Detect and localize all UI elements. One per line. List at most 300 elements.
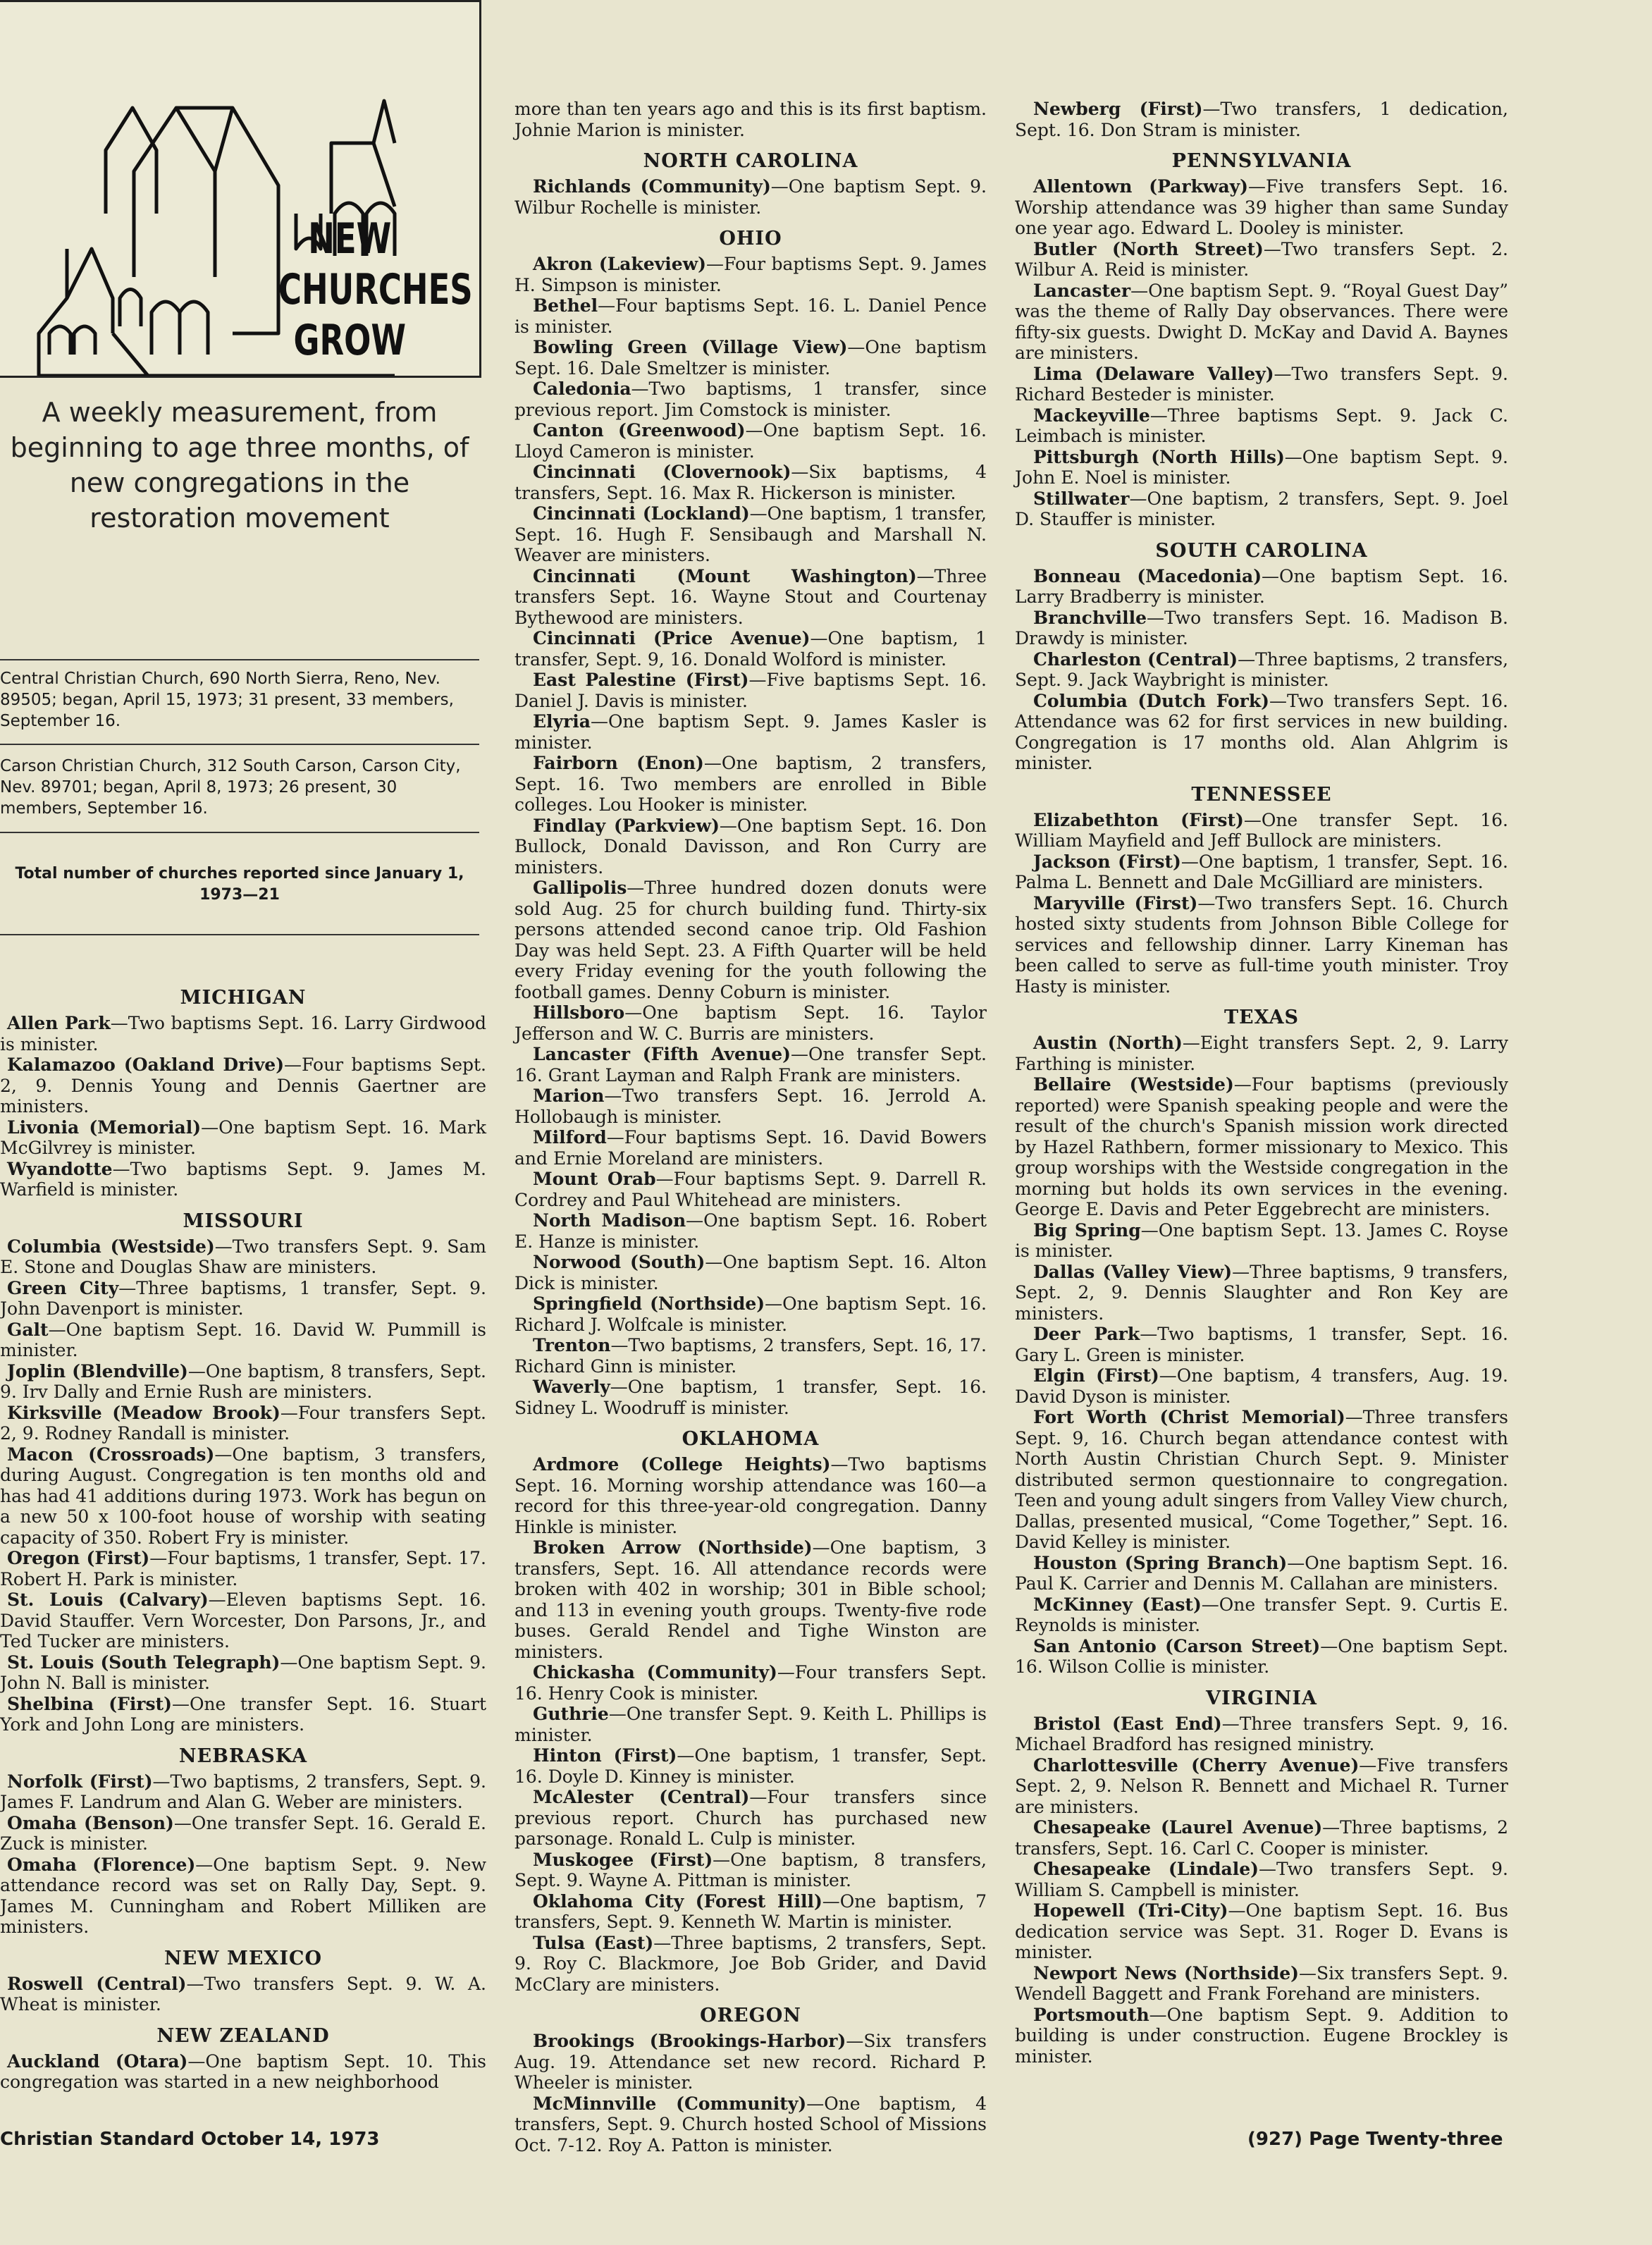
dash: — xyxy=(1149,2004,1167,2025)
dash: — xyxy=(777,1662,795,1683)
entry-text: Three baptisms Sept. 9. Jack C. Leimbach is minister. xyxy=(1015,405,1508,446)
church-entry xyxy=(0,2051,486,2093)
entry-text: Two transfers Sept. 2. Wilbur A. Reid is minister. xyxy=(1015,238,1508,280)
dash: — xyxy=(173,1812,192,1833)
entry-text: Two baptisms, 1 transfer, since previous report. Jim Comstock is minister. xyxy=(514,379,987,420)
church-entry xyxy=(1015,1220,1508,1262)
church-entry xyxy=(1015,239,1508,281)
entry-text: One baptism Sept. 16. Paul K. Carrier and Dennis M. Callahan are ministers. xyxy=(1015,1552,1508,1594)
dash: — xyxy=(770,176,789,197)
dash: — xyxy=(749,503,768,524)
entry-text: Four baptisms Sept. 9. Darrell R. Cordrey and Paul Whitehead are ministers. xyxy=(514,1169,987,1210)
dash: — xyxy=(1243,809,1262,830)
entry-text: One baptism, 8 transfers, Sept. 9. Wayne A. Pittman is minister. xyxy=(514,1849,987,1890)
church-name: Shelbina (First) xyxy=(7,1693,172,1714)
church-entry xyxy=(514,1044,987,1085)
dash: — xyxy=(703,753,722,773)
church-entry xyxy=(1015,2005,1508,2067)
dash: — xyxy=(653,1932,672,1953)
church-entry xyxy=(1015,281,1508,364)
entry-text: Three baptisms, 9 transfers, Sept. 2, 9. Dennis Slaughter and Ron Key are ministers. xyxy=(1015,1261,1509,1324)
church-entry xyxy=(1015,893,1508,997)
entry-text: One baptism, 8 transfers, Sept. 9. Irv Dally and Ernie Rush are ministers. xyxy=(0,1360,487,1402)
church-entry xyxy=(514,1377,987,1418)
dash: — xyxy=(765,1293,783,1314)
church-entry xyxy=(514,711,987,753)
dash: — xyxy=(610,1377,628,1397)
dash: — xyxy=(280,1652,298,1673)
footer-left: Christian Standard October 14, 1973 xyxy=(0,2129,380,2150)
church-name: Livonia (Memorial) xyxy=(7,1117,202,1138)
entry-text: One baptism Sept. 16. David W. Pummill is minister. xyxy=(0,1319,486,1360)
church-entry xyxy=(0,1855,486,1938)
dash: — xyxy=(1140,1324,1158,1344)
church-entry xyxy=(1015,1553,1508,1594)
dash: — xyxy=(284,1054,302,1075)
entry-text: One baptism Sept. 9. Addition to building is under construction. Eugene Brockley is minister. xyxy=(1015,2004,1508,2067)
total-count: Total number of churches reported since January 1, 1973—21 xyxy=(15,865,464,904)
entry-text: One baptism, 1 transfer, Sept. 16. Hugh F. Sensibaugh and Marshall N. Weaver are ministers. xyxy=(514,503,987,565)
dash: — xyxy=(713,1849,731,1870)
church-entry xyxy=(0,1320,486,1361)
church-entry xyxy=(1015,488,1508,530)
entry-text: One baptism, 2 transfers, Sept. 9. Joel D. Stauffer is minister. xyxy=(1015,488,1508,529)
church-name: Cincinnati (Lockland) xyxy=(533,503,750,524)
church-entry xyxy=(1015,608,1508,649)
entry-text: One baptism Sept. 9. John E. Noel is minister. xyxy=(1015,446,1508,488)
church-entry xyxy=(1015,1900,1508,1963)
dash: — xyxy=(847,337,865,357)
dash: — xyxy=(186,1973,204,1994)
church-entry xyxy=(514,816,987,878)
entry-text: One baptism, 1 transfer, Sept. 9, 16. Donald Wolford is minister. xyxy=(514,628,987,670)
entry-text: Two transfers Sept. 9. Richard Besteder is minister. xyxy=(1015,363,1508,405)
logo-title-line: CHURCHES xyxy=(278,265,473,314)
entry-text: Five transfers Sept. 2, 9. Nelson R. Bennett and Michael R. Turner are ministers. xyxy=(1015,1754,1508,1817)
church-name: Bonneau (Macedonia) xyxy=(1033,565,1262,586)
dash: — xyxy=(686,1210,704,1231)
church-name: North Madison xyxy=(533,1210,686,1231)
church-name: Trenton xyxy=(533,1335,611,1355)
dash: — xyxy=(705,1252,723,1272)
state-heading: MICHIGAN xyxy=(180,987,307,1009)
entry-text: One baptism, 1 transfer, Sept. 16. Doyle D. Kinney is minister. xyxy=(514,1745,987,1787)
church-entry xyxy=(1015,364,1508,405)
church-entry xyxy=(1015,1714,1508,1755)
church-name: Norfolk (First) xyxy=(7,1771,153,1792)
church-name: Joplin (Blendville) xyxy=(7,1360,188,1382)
entry-text: One transfer Sept. 16. Gerald E. Zuck is minister. xyxy=(0,1812,486,1854)
church-entry xyxy=(514,1537,987,1662)
state-heading: TEXAS xyxy=(1223,1007,1300,1028)
dash: — xyxy=(1284,446,1302,467)
dash: — xyxy=(187,1360,206,1382)
entry-text: Four baptisms Sept. 16. L. Daniel Pence is minister. xyxy=(514,295,987,337)
dash: — xyxy=(1181,851,1199,872)
column-right xyxy=(1015,99,1508,2067)
dash: — xyxy=(610,1335,629,1355)
church-entry xyxy=(0,1361,486,1403)
church-name: San Antonio (Carson Street) xyxy=(1033,1635,1321,1656)
church-entry xyxy=(514,1933,987,1995)
entry-text: One baptism, 2 transfers, Sept. 16. Two members are enrolled in Bible colleges. Lou Hooker is minister. xyxy=(514,753,987,815)
dash: — xyxy=(149,1548,168,1568)
church-name: Brookings (Brookings-Harbor) xyxy=(533,2031,846,2051)
church-entry xyxy=(0,1236,486,1278)
church-name: St. Louis (Calvary) xyxy=(7,1589,209,1610)
church-entry xyxy=(0,1974,486,2015)
church-name: Deer Park xyxy=(1033,1324,1140,1344)
entry-text: One baptism Sept. 16. Don Bullock, Donald Davisson, and Ron Curry are ministers. xyxy=(514,815,987,878)
dash: — xyxy=(1248,176,1266,197)
church-name: Elyria xyxy=(533,711,591,732)
dash: — xyxy=(1258,1859,1276,1879)
entry-text: One baptism Sept. 10. This congregation was started in a new neighborhood xyxy=(0,2050,486,2092)
logo-title-line: NEW xyxy=(308,214,392,264)
dash: — xyxy=(1233,1074,1252,1095)
state-heading: PENNSYLVANIA xyxy=(1171,150,1352,172)
state-heading: VIRGINIA xyxy=(1206,1687,1317,1709)
dash: — xyxy=(1287,1552,1305,1573)
entry-text: One baptism, 1 transfer, Sept. 16. Palma L. Bennett and Dale McGilliard are ministers. xyxy=(1015,851,1508,892)
church-entry xyxy=(1015,1074,1508,1220)
entry-text: Two baptisms, 2 transfers, Sept. 16, 17. Richard Ginn is minister. xyxy=(514,1335,987,1377)
church-entry xyxy=(0,1054,486,1117)
state-heading: NEW ZEALAND xyxy=(156,2024,330,2047)
church-name: Chesapeake (Laurel Avenue) xyxy=(1033,1817,1323,1838)
dash: — xyxy=(846,2031,864,2051)
dash: — xyxy=(1129,488,1147,509)
dash: — xyxy=(1274,363,1292,384)
entry-text: One baptism Sept. 16. Wilson Collie is minister. xyxy=(1015,1635,1508,1677)
church-name: Lima (Delaware Valley) xyxy=(1033,363,1274,384)
entry-text: Two transfers Sept. 9. W. A. Wheat is minister. xyxy=(0,1973,486,2015)
dash: — xyxy=(631,379,649,399)
logo-title xyxy=(278,214,473,366)
dash: — xyxy=(604,1085,622,1106)
entry-text: Three transfers Sept. 16. Wayne Stout and Courtenay Bythewood are ministers. xyxy=(514,565,987,628)
church-name: Akron (Lakeview) xyxy=(533,254,707,274)
church-entry xyxy=(514,1704,987,1745)
entry-text: Six transfers Aug. 19. Attendance set new record. Richard P. Wheeler is minister. xyxy=(514,2031,987,2093)
entry-text: Eleven baptisms Sept. 16. David Stauffer. Vern Worcester, Don Parsons, Jr., and Ted Tucker are ministers. xyxy=(0,1589,486,1652)
entry-text: Four transfers since previous report. Church has purchased new parsonage. Ronald L. Culp is minister. xyxy=(514,1787,987,1849)
entry-text: Two transfers Sept. 9. William S. Campbell is minister. xyxy=(1015,1859,1508,1900)
church-name: Branchville xyxy=(1033,607,1147,628)
dash: — xyxy=(916,565,935,586)
dash: — xyxy=(280,1402,298,1423)
church-name: Stillwater xyxy=(1033,488,1130,509)
state-heading: OREGON xyxy=(700,2005,801,2026)
church-entry xyxy=(514,2031,987,2093)
column-middle xyxy=(514,99,987,2155)
church-name: Cincinnati (Mount Washington) xyxy=(533,565,917,586)
state-heading: SOUTH CAROLINA xyxy=(1155,539,1368,562)
church-name: Macon (Crossroads) xyxy=(7,1444,215,1465)
tagline: A weekly measurement, from beginning to age three months, of new congregations in the restoration movement xyxy=(10,397,469,534)
church-entry xyxy=(0,1159,486,1200)
church-entry xyxy=(514,503,987,566)
column-left xyxy=(0,987,486,2093)
dash: — xyxy=(830,1454,849,1475)
entry-text: One baptism Sept. 16. Larry Bradberry is minister. xyxy=(1015,565,1509,607)
dash: — xyxy=(1182,1033,1200,1053)
entry-text: One baptism Sept. 16. Richard J. Wolfcale is minister. xyxy=(514,1293,987,1335)
church-entry xyxy=(514,1787,987,1850)
dash: — xyxy=(118,1277,137,1298)
church-entry xyxy=(0,1403,486,1444)
entry-text: One baptism Sept. 9. James Kasler is minister. xyxy=(514,711,987,753)
church-name: Kirksville (Meadow Brook) xyxy=(7,1402,281,1423)
entry-text: One transfer Sept. 16. Grant Layman and Ralph Frank are ministers. xyxy=(514,1044,987,1085)
dash: — xyxy=(598,295,616,316)
church-entry xyxy=(514,462,987,503)
church-name: Bowling Green (Village View) xyxy=(533,337,848,357)
entry-text: Four transfers Sept. 16. Henry Cook is minister. xyxy=(514,1662,987,1704)
church-entry xyxy=(1015,851,1508,893)
dash: — xyxy=(152,1771,171,1792)
entry-text: One baptism Sept. 16. Taylor Jefferson and W. C. Burris are ministers. xyxy=(514,1002,987,1044)
entry-text: One baptism, 4 transfers, Sept. 9. Church hosted School of Missions Oct. 7-12. Roy A. Patton is minister. xyxy=(514,2093,987,2155)
dash: — xyxy=(1197,892,1216,914)
church-name: Galt xyxy=(7,1319,49,1340)
entry-text: Four baptisms Sept. 9. James H. Simpson is minister. xyxy=(514,254,987,295)
dash: — xyxy=(1202,99,1221,119)
divider xyxy=(0,832,479,833)
state-heading: MISSOURI xyxy=(183,1210,304,1232)
church-name: Allen Park xyxy=(7,1013,111,1033)
church-entry xyxy=(1015,810,1508,851)
church-name: Ardmore (College Heights) xyxy=(533,1454,831,1475)
church-name: Elgin (First) xyxy=(1033,1365,1159,1386)
church-entry xyxy=(1015,1262,1508,1324)
entry-text: Two baptisms, 2 transfers, Sept. 9. James F. Landrum and Alan G. Weber are ministers. xyxy=(0,1771,486,1812)
divider xyxy=(0,934,479,935)
church-name: Caledonia xyxy=(533,379,631,399)
dash: — xyxy=(812,1537,830,1558)
church-name: Fairborn (Enon) xyxy=(533,753,704,773)
church-entry xyxy=(0,1771,486,1813)
church-name: Lancaster xyxy=(1033,280,1131,301)
church-name: Oklahoma City (Forest Hill) xyxy=(533,1890,822,1912)
church-entry xyxy=(1015,649,1508,691)
entry-text: Five baptisms Sept. 16. Daniel J. Davis is minister. xyxy=(514,670,987,711)
church-name: Tulsa (East) xyxy=(533,1932,654,1953)
church-name: Kalamazoo (Oakland Drive) xyxy=(7,1054,285,1075)
church-entry xyxy=(1015,1407,1508,1553)
entry-text: One baptism, 3 transfers, Sept. 16. All attendance records were broken with 402 in worship; 301 in Bible school; and 113 in evening youth groups. Twenty-five rode buses. Gerald Rendel and Tighe Winston are ministers. xyxy=(514,1537,987,1662)
church-name: Chickasha (Community) xyxy=(533,1662,777,1683)
entry-text: Four transfers Sept. 2, 9. Rodney Randall is minister. xyxy=(0,1402,486,1444)
dash: — xyxy=(719,815,737,836)
church-name: Broken Arrow (Northside) xyxy=(533,1537,813,1558)
church-name: Houston (Spring Branch) xyxy=(1033,1552,1288,1573)
church-entry xyxy=(1015,1963,1508,2005)
entry-text: Six transfers Sept. 9. Wendell Baggett and Frank Forehand are ministers. xyxy=(1015,1962,1509,2004)
church-name: Bethel xyxy=(533,295,598,316)
church-name: Dallas (Valley View) xyxy=(1033,1261,1233,1282)
church-entry xyxy=(514,1850,987,1891)
entry-text: Four baptisms, 1 transfer, Sept. 17. Robert H. Park is minister. xyxy=(0,1548,486,1589)
entry-text: One baptism, 7 transfers, Sept. 9. Kenneth W. Martin is minister. xyxy=(514,1890,987,1932)
church-name: Pittsburgh (North Hills) xyxy=(1033,446,1285,467)
church-name: Hillsboro xyxy=(533,1002,625,1023)
church-name: Canton (Greenwood) xyxy=(533,420,746,441)
entry-text: One transfer Sept. 9. Keith L. Phillips is minister. xyxy=(514,1704,987,1745)
church-entry xyxy=(0,1013,486,1054)
dash: — xyxy=(201,1117,219,1138)
church-name: Mackeyville xyxy=(1033,405,1150,426)
entry-continuation: more than ten years ago and this is its first baptism. Johnie Marion is minister. xyxy=(514,99,987,140)
church-name: McAlester (Central) xyxy=(533,1787,750,1807)
church-name: Maryville (First) xyxy=(1033,892,1198,914)
church-entry xyxy=(1015,1594,1508,1636)
church-entry xyxy=(1015,1859,1508,1900)
church-name: Butler (North Street) xyxy=(1033,238,1264,259)
dash: — xyxy=(790,1044,808,1064)
state-heading: TENNESSEE xyxy=(1191,783,1332,806)
entry-text: Two baptisms Sept. 16. Morning worship attendance was 160—a record for this three-year-old congregation. Danny Hinkle is minister. xyxy=(514,1454,987,1537)
dash: — xyxy=(48,1319,66,1340)
entry-text: One transfer Sept. 16. Stuart York and John Long are ministers. xyxy=(0,1693,486,1735)
entry-text: One baptism Sept. 16. Alton Dick is minister. xyxy=(514,1252,987,1293)
church-name: Allentown (Parkway) xyxy=(1033,176,1249,197)
church-name: Milford xyxy=(533,1127,607,1148)
church-entry xyxy=(514,176,987,218)
church-entry xyxy=(514,2093,987,2156)
state-heading: NEBRASKA xyxy=(178,1745,308,1767)
dash: — xyxy=(806,2093,825,2114)
dash: — xyxy=(810,628,828,648)
church-entry xyxy=(1015,691,1508,774)
church-name: Columbia (Dutch Fork) xyxy=(1033,690,1270,711)
church-entry xyxy=(514,254,987,295)
church-entry xyxy=(514,1085,987,1127)
entry-text: One transfer Sept. 16. William Mayfield and Jeff Bullock are ministers. xyxy=(1015,809,1508,851)
church-entry xyxy=(514,1210,987,1252)
church-entry xyxy=(514,1891,987,1933)
entry-text: One baptism Sept. 9. John N. Ball is minister. xyxy=(0,1652,486,1693)
dash: — xyxy=(1221,1713,1240,1734)
church-entry xyxy=(514,1127,987,1169)
dash: — xyxy=(822,1890,840,1912)
church-name: Portsmouth xyxy=(1033,2004,1149,2025)
dash: — xyxy=(195,1854,214,1875)
entry-text: One baptism Sept. 9. New attendance record was set on Rally Day, Sept. 9. James M. Cunningham and Robert Milliken are ministers. xyxy=(0,1854,487,1937)
church-entry xyxy=(0,1444,486,1549)
church-entry xyxy=(0,1652,486,1694)
church-name: Springfield (Northside) xyxy=(533,1293,765,1314)
dash: — xyxy=(1228,1900,1246,1921)
new-churches-grow-logo xyxy=(0,0,481,378)
state-heading: NEW MEXICO xyxy=(164,1947,323,1969)
dash: — xyxy=(1238,648,1256,670)
entry-text: Two transfers Sept. 16. Church hosted sixty students from Johnson Bible College for services and fellowship dinner. Larry Kineman has been called to serve as full-time youth minister. Troy Hasty is minister. xyxy=(1015,892,1508,997)
entry-text: Three transfers Sept. 9, 16. Michael Bradford has resigned ministry. xyxy=(1015,1713,1508,1754)
church-entry xyxy=(514,1662,987,1704)
dash: — xyxy=(171,1693,190,1714)
dash: — xyxy=(791,462,809,482)
entry-text: Three baptisms, 2 transfers, Sept. 16. Carl C. Cooper is minister. xyxy=(1015,1817,1508,1859)
church-entry xyxy=(514,878,987,1002)
church-name: Hinton (First) xyxy=(533,1745,677,1766)
entry-text: Two transfers Sept. 16. Attendance was 62 for first services in new building. Congregation is 17 months old. Alan Ahlgrim is minister. xyxy=(1015,690,1508,773)
dash: — xyxy=(1140,1219,1159,1241)
church-entry xyxy=(0,1694,486,1735)
church-entry xyxy=(0,1589,486,1652)
church-name: McKinney (East) xyxy=(1033,1594,1202,1615)
church-name: Bellaire (Westside) xyxy=(1033,1074,1234,1095)
church-listing: Carson Christian Church, 312 South Carson, Carson City, Nev. 89701; began, April 8, 1973; 26 present, 30 members, September 16. xyxy=(0,757,461,818)
church-listing: Central Christian Church, 690 North Sierra, Reno, Nev. 89505; began, April 15, 1973; 31 present, 33 members, September 16. xyxy=(0,670,454,730)
dash: — xyxy=(677,1745,695,1766)
church-entry xyxy=(0,1813,486,1855)
church-name: Austin (North) xyxy=(1033,1033,1183,1053)
church-entry xyxy=(514,379,987,420)
entry-text: One baptism Sept. 16. Lloyd Cameron is minister. xyxy=(514,420,987,462)
entry-text: One transfer Sept. 9. Curtis E. Reynolds is minister. xyxy=(1015,1594,1508,1635)
dash: — xyxy=(110,1013,128,1033)
entry-text: Two baptisms Sept. 16. Larry Girdwood is minister. xyxy=(0,1013,487,1054)
entry-text: Two baptisms Sept. 9. James M. Warfield is minister. xyxy=(0,1158,486,1200)
church-name: East Palestine (First) xyxy=(533,670,749,690)
entry-text: One baptism Sept. 16. Dale Smeltzer is minister. xyxy=(514,337,987,379)
church-name: Norwood (South) xyxy=(533,1252,705,1272)
entry-text: One baptism, 3 transfers, during August. Congregation is ten months old and has had 41 additions during 1973. Work has begun on a new 50 x 100-foot house of worship with seating capacity of 350. Robert Fry is minister. xyxy=(0,1444,486,1548)
entry-text: One baptism Sept. 9. Wilbur Rochelle is minister. xyxy=(514,176,987,218)
church-entry xyxy=(514,628,987,670)
entry-text: One baptism Sept. 9. “Royal Guest Day” was the theme of Rally Day observances. There were fifty-six guests. Dwight D. McKay and David A. Baynes are ministers. xyxy=(1015,280,1508,363)
church-name: Charleston (Central) xyxy=(1033,648,1238,670)
dash: — xyxy=(745,420,763,441)
entry-text: Two transfers Sept. 16. Madison B. Drawdy is minister. xyxy=(1015,607,1508,648)
church-name: Hopewell (Tri-City) xyxy=(1033,1900,1228,1921)
church-name: Cincinnati (Clovernook) xyxy=(533,462,791,482)
church-name: Findlay (Parkview) xyxy=(533,815,720,836)
church-name: Lancaster (Fifth Avenue) xyxy=(533,1044,791,1064)
church-name: Bristol (East End) xyxy=(1033,1713,1222,1734)
church-name: Richlands (Community) xyxy=(533,176,771,197)
dash: — xyxy=(606,1127,624,1148)
church-entry xyxy=(514,1335,987,1377)
state-heading: OKLAHOMA xyxy=(682,1428,820,1450)
dash: — xyxy=(706,254,725,274)
church-name: Charlottesville (Cherry Avenue) xyxy=(1033,1754,1360,1776)
entry-text: One baptism, 1 transfer, Sept. 16. Sidney L. Woodruff is minister. xyxy=(514,1377,987,1418)
dash: — xyxy=(749,1787,768,1807)
church-entry xyxy=(514,1293,987,1335)
dash: — xyxy=(608,1704,627,1724)
dash: — xyxy=(1262,565,1280,586)
church-name: Oregon (First) xyxy=(7,1548,150,1568)
church-name: Big Spring xyxy=(1033,1219,1141,1241)
church-entry xyxy=(514,295,987,337)
dash: — xyxy=(1263,238,1281,259)
church-name: Gallipolis xyxy=(533,878,627,898)
church-entry xyxy=(1015,1033,1508,1074)
church-name: Green City xyxy=(7,1277,119,1298)
dash: — xyxy=(1269,690,1288,711)
dash: — xyxy=(1159,1365,1177,1386)
dash: — xyxy=(590,711,608,732)
church-entry xyxy=(514,337,987,379)
entry-text: Three transfers Sept. 9, 16. Church began attendance contest with North Austin Christian Church Sept. 9. Minister distributed sermon questionnaire to congregation. Teen and young adult singers from Valley View church, Dallas, presented musical, “Come Together,” Sept. 16. David Kelley is minister. xyxy=(1015,1407,1508,1552)
entry-text: Four baptisms Sept. 2, 9. Dennis Young and Dennis Gaertner are ministers. xyxy=(0,1054,486,1117)
church-name: Roswell (Central) xyxy=(7,1973,187,1994)
dash: — xyxy=(624,1002,643,1023)
church-entry xyxy=(1015,1817,1508,1859)
church-entry xyxy=(1015,566,1508,608)
